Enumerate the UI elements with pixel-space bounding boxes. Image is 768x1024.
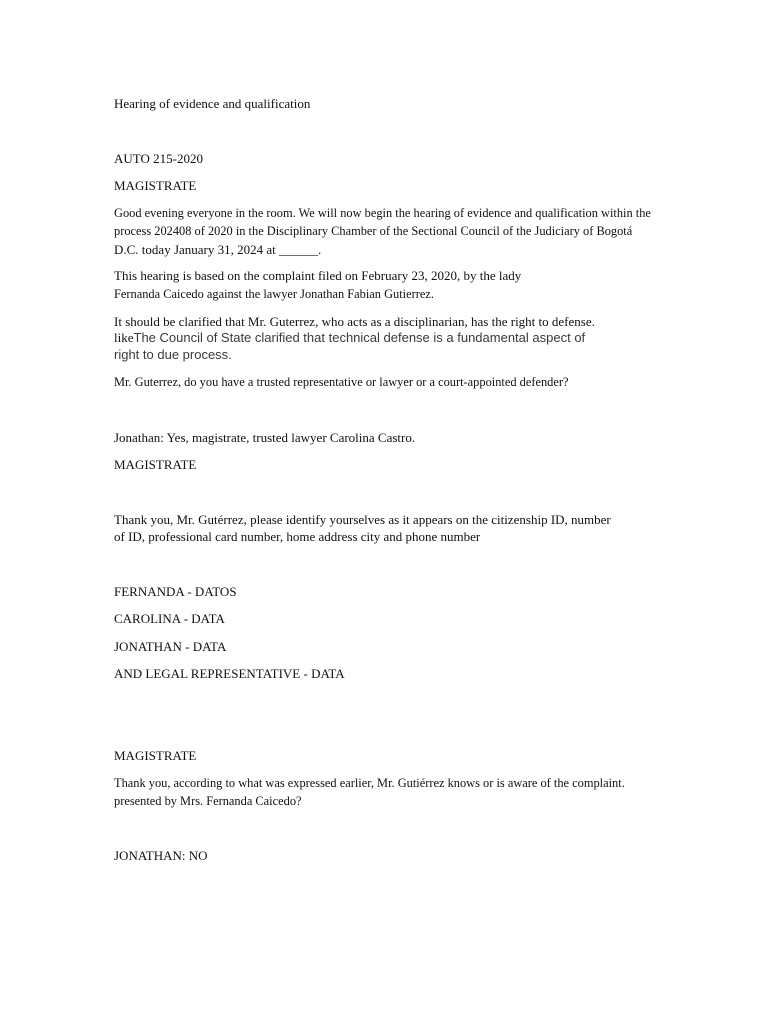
aware-question-line: Thank you, according to what was expressed earlier, Mr. Gutiérrez knows or is aware of the complaint.	[114, 776, 625, 790]
clarification-sans-text: The Council of State clarified that technical defense is a fundamental aspect of	[133, 330, 586, 345]
clarification-line: right to due process.	[114, 347, 232, 362]
document-title: Hearing of evidence and qualification	[114, 96, 311, 111]
complaint-line: Fernanda Caicedo against the lawyer Jonathan Fabian Gutierrez.	[114, 287, 434, 301]
opening-line: Good evening everyone in the room. We will now begin the hearing of evidence and qualification within the	[114, 206, 651, 220]
clarification-like-word: like	[114, 330, 134, 345]
auto-number: AUTO 215-2020	[114, 151, 203, 166]
jonathan-final-answer: JONATHAN: NO	[114, 848, 208, 863]
identify-request-line: of ID, professional card number, home address city and phone number	[114, 529, 481, 544]
data-item: FERNANDA - DATOS	[114, 584, 237, 599]
representative-question: Mr. Guterrez, do you have a trusted representative or lawyer or a court-appointed defender?	[114, 375, 569, 389]
clarification-line: It should be clarified that Mr. Guterrez, who acts as a disciplinarian, has the right to defense.	[114, 314, 595, 329]
opening-line: D.C. today January 31, 2024 at ______.	[114, 242, 322, 257]
opening-line: process 202408 of 2020 in the Disciplinary Chamber of the Sectional Council of the Judiciary of Bogotá	[114, 224, 633, 238]
data-item: CAROLINA - DATA	[114, 611, 225, 626]
speaker-magistrate: MAGISTRATE	[114, 748, 197, 763]
complaint-line: This hearing is based on the complaint filed on February 23, 2020, by the lady	[114, 268, 522, 283]
identify-request-line: Thank you, Mr. Gutérrez, please identify yourselves as it appears on the citizenship ID, number	[114, 512, 611, 527]
jonathan-answer: Jonathan: Yes, magistrate, trusted lawyer Carolina Castro.	[114, 430, 416, 445]
speaker-magistrate: MAGISTRATE	[114, 178, 197, 193]
data-item: JONATHAN - DATA	[114, 639, 227, 654]
clarification-line-mixed	[114, 331, 585, 344]
aware-question-line: presented by Mrs. Fernanda Caicedo?	[114, 794, 302, 808]
data-item: AND LEGAL REPRESENTATIVE - DATA	[114, 666, 345, 681]
speaker-magistrate: MAGISTRATE	[114, 457, 197, 472]
